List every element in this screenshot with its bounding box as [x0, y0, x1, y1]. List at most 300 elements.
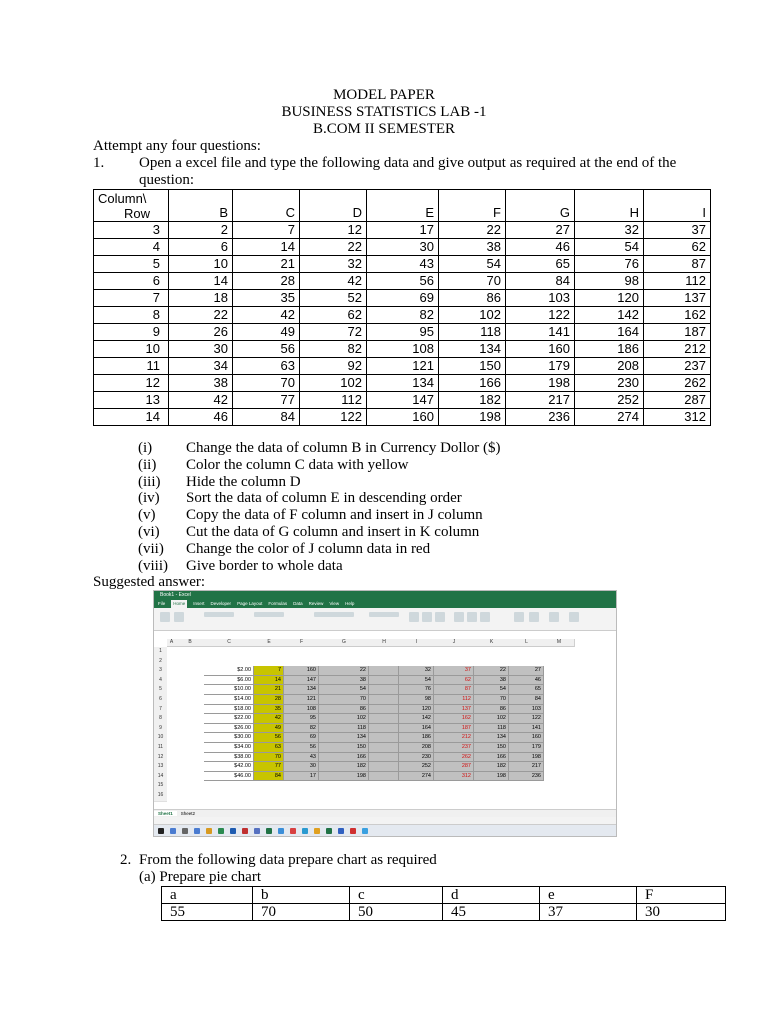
task-number: (i) — [138, 440, 153, 456]
task-number: (vi) — [138, 523, 160, 540]
q1-table-row — [94, 324, 711, 341]
excel-column-header: K — [474, 639, 510, 647]
q1-row-number: 5 — [94, 256, 169, 273]
excel-cell — [369, 762, 399, 772]
task-text: Give border to whole data — [186, 557, 343, 574]
q1-cell: 217 — [506, 392, 575, 409]
excel-cell: $46.00 — [204, 772, 254, 782]
q1-cell: 134 — [439, 341, 506, 358]
q1-cell: 112 — [644, 273, 711, 290]
excel-cell: 162 — [434, 714, 474, 724]
q1-cell: 22 — [300, 239, 367, 256]
excel-cell: 166 — [474, 753, 509, 763]
excel-cell: 186 — [399, 733, 434, 743]
q1-cell: 147 — [367, 392, 439, 409]
excel-cell — [369, 685, 399, 695]
q1-table-row — [94, 409, 711, 426]
excel-cell: 102 — [319, 714, 369, 724]
q1-cell: 198 — [439, 409, 506, 426]
q1-row-number: 11 — [94, 358, 169, 375]
q1-column-header: D — [300, 190, 367, 222]
excel-column-header: B — [176, 639, 205, 647]
excel-cell — [369, 724, 399, 734]
excel-cell: 35 — [254, 705, 284, 715]
excel-cell: 7 — [254, 666, 284, 676]
q1-cell: 230 — [575, 375, 644, 392]
q1-number: 1. — [93, 155, 105, 171]
excel-cell: 54 — [474, 685, 509, 695]
excel-cell: 112 — [434, 695, 474, 705]
excel-cell: 32 — [399, 666, 434, 676]
excel-cell — [369, 666, 399, 676]
q1-cell: 212 — [644, 341, 711, 358]
q2-pie-table — [161, 886, 726, 921]
q1-row-number: 9 — [94, 324, 169, 341]
q1-cell: 30 — [367, 239, 439, 256]
q1-cell: 141 — [506, 324, 575, 341]
excel-cell — [369, 676, 399, 686]
excel-ribbon — [154, 608, 616, 631]
excel-cell: 118 — [474, 724, 509, 734]
excel-cell: 84 — [509, 695, 544, 705]
q1-cell: 22 — [169, 307, 233, 324]
q1-column-header: G — [506, 190, 575, 222]
excel-row-number: 8 — [154, 714, 167, 725]
q1-task-item — [138, 440, 501, 457]
q1-cell: 62 — [300, 307, 367, 324]
q1-column-header: I — [644, 190, 711, 222]
q1-cell: 262 — [644, 375, 711, 392]
q1-task-item — [138, 524, 501, 541]
q1-cell: 42 — [169, 392, 233, 409]
excel-tab: Review — [308, 601, 324, 606]
q1-row-number: 10 — [94, 341, 169, 358]
q1-cell: 236 — [506, 409, 575, 426]
q1-corner-cell — [94, 190, 169, 222]
q1-cell: 252 — [575, 392, 644, 409]
q1-table-row — [94, 290, 711, 307]
excel-cell: 95 — [284, 714, 319, 724]
q1-table-row — [94, 239, 711, 256]
q1-cell: 34 — [169, 358, 233, 375]
excel-cell: 164 — [399, 724, 434, 734]
q1-cell: 38 — [439, 239, 506, 256]
q1-cell: 37 — [644, 222, 711, 239]
excel-tab: View — [329, 601, 340, 606]
excel-sheet-tab: Sheet2 — [180, 811, 196, 816]
excel-cell: 217 — [509, 762, 544, 772]
excel-cell: 70 — [254, 753, 284, 763]
q1-task-item — [138, 507, 501, 524]
q1-row-number: 4 — [94, 239, 169, 256]
task-number: (v) — [138, 507, 156, 524]
excel-column-header: G — [319, 639, 370, 647]
q1-cell: 49 — [233, 324, 300, 341]
q1-cell: 12 — [300, 222, 367, 239]
q1-cell: 6 — [169, 239, 233, 256]
q1-cell: 103 — [506, 290, 575, 307]
excel-grid — [154, 639, 616, 809]
task-text: Change the color of J column data in red — [186, 540, 431, 557]
excel-tab: Developer — [210, 601, 232, 606]
excel-cell: 30 — [284, 762, 319, 772]
q1-cell: 77 — [233, 392, 300, 409]
q1-table-row — [94, 256, 711, 273]
excel-cell: 198 — [474, 772, 509, 782]
q1-task-item — [138, 541, 501, 558]
excel-cell: $42.00 — [204, 762, 254, 772]
excel-cell: 108 — [284, 705, 319, 715]
excel-cell: 102 — [474, 714, 509, 724]
excel-cell — [369, 743, 399, 753]
excel-column-header: C — [204, 639, 255, 647]
header-title: MODEL PAPER — [333, 87, 435, 103]
q1-cell: 121 — [367, 358, 439, 375]
q1-cell: 72 — [300, 324, 367, 341]
q1-header-row — [94, 190, 711, 222]
excel-cell: $6.00 — [204, 676, 254, 686]
excel-cell: 17 — [284, 772, 319, 782]
task-number: (viii) — [138, 557, 168, 574]
q1-cell: 86 — [439, 290, 506, 307]
q1-table-row — [94, 358, 711, 375]
q1-cell: 186 — [575, 341, 644, 358]
excel-row-number: 16 — [154, 791, 167, 802]
excel-cell: 160 — [509, 733, 544, 743]
excel-cell: 166 — [319, 753, 369, 763]
q2-text: From the following data prepare chart as required — [139, 852, 437, 868]
q2-part-a: (a) Prepare pie chart — [139, 869, 262, 885]
excel-cell: 69 — [284, 733, 319, 743]
excel-cell: 150 — [474, 743, 509, 753]
excel-cell — [369, 753, 399, 763]
excel-cell: 70 — [319, 695, 369, 705]
excel-cell: 86 — [474, 705, 509, 715]
excel-cell: 87 — [434, 685, 474, 695]
excel-cell: 54 — [399, 676, 434, 686]
excel-cell: 230 — [399, 753, 434, 763]
excel-cell — [369, 772, 399, 782]
excel-row-number: 12 — [154, 753, 167, 764]
q1-cell: 150 — [439, 358, 506, 375]
q1-cell: 237 — [644, 358, 711, 375]
q1-row-number: 6 — [94, 273, 169, 290]
q1-cell: 160 — [506, 341, 575, 358]
excel-tab: File — [158, 601, 166, 606]
excel-cell: 49 — [254, 724, 284, 734]
task-text: Hide the column D — [186, 473, 301, 490]
corner-column-label: Column\ — [98, 191, 147, 206]
excel-row-number: 14 — [154, 772, 167, 783]
excel-cell: 37 — [434, 666, 474, 676]
excel-cell: 134 — [284, 685, 319, 695]
excel-cell: 27 — [509, 666, 544, 676]
q1-cell: 30 — [169, 341, 233, 358]
pie-label-row — [162, 887, 726, 904]
excel-cell: 65 — [509, 685, 544, 695]
pie-value-row — [162, 904, 726, 921]
excel-cell: 43 — [284, 753, 319, 763]
excel-row-number: 10 — [154, 733, 167, 744]
q1-cell: 7 — [233, 222, 300, 239]
q1-cell: 82 — [300, 341, 367, 358]
q1-table-row — [94, 375, 711, 392]
q1-cell: 28 — [233, 273, 300, 290]
q1-cell: 95 — [367, 324, 439, 341]
excel-tab: Formulas — [268, 601, 288, 606]
windows-taskbar — [154, 824, 616, 837]
excel-cell: 187 — [434, 724, 474, 734]
q1-column-header: B — [169, 190, 233, 222]
pie-value-cell: 37 — [540, 904, 637, 921]
excel-cell: 237 — [434, 743, 474, 753]
excel-cell: 84 — [254, 772, 284, 782]
header-semester: B.COM II SEMESTER — [312, 121, 456, 137]
q1-cell: 120 — [575, 290, 644, 307]
excel-cell: 137 — [434, 705, 474, 715]
excel-row-number: 9 — [154, 724, 167, 735]
q1-row-number: 12 — [94, 375, 169, 392]
q1-cell: 27 — [506, 222, 575, 239]
excel-cell — [369, 714, 399, 724]
excel-cell: $26.00 — [204, 724, 254, 734]
excel-column-header: A — [167, 639, 177, 647]
q1-cell: 84 — [233, 409, 300, 426]
excel-cell: 134 — [474, 733, 509, 743]
task-number: (ii) — [138, 456, 157, 473]
excel-cell: 46 — [509, 676, 544, 686]
q1-cell: 2 — [169, 222, 233, 239]
excel-cell: 262 — [434, 753, 474, 763]
q1-data-table — [93, 189, 711, 426]
q1-cell: 164 — [575, 324, 644, 341]
corner-row-label: Row — [124, 206, 151, 221]
q1-cell: 198 — [506, 375, 575, 392]
q1-cell: 166 — [439, 375, 506, 392]
excel-cell: $34.00 — [204, 743, 254, 753]
excel-cell: 141 — [509, 724, 544, 734]
excel-tab: Help — [345, 601, 355, 606]
task-number: (vii) — [138, 540, 164, 557]
excel-column-header: I — [399, 639, 435, 647]
excel-cell: $18.00 — [204, 705, 254, 715]
q1-cell: 70 — [439, 273, 506, 290]
excel-cell: $2.00 — [204, 666, 254, 676]
excel-cell: 63 — [254, 743, 284, 753]
excel-row-number: 3 — [154, 666, 167, 677]
q1-cell: 14 — [169, 273, 233, 290]
excel-cell: 208 — [399, 743, 434, 753]
excel-cell: $10.00 — [204, 685, 254, 695]
pie-value-cell: 45 — [443, 904, 540, 921]
q1-task-list — [138, 440, 501, 574]
excel-cell: 150 — [319, 743, 369, 753]
q1-cell: 76 — [575, 256, 644, 273]
q1-task-item — [138, 457, 501, 474]
q1-cell: 14 — [233, 239, 300, 256]
task-text: Cut the data of G column and insert in K column — [186, 523, 480, 540]
excel-row-number: 7 — [154, 705, 167, 716]
q1-cell: 208 — [575, 358, 644, 375]
excel-cell — [369, 705, 399, 715]
excel-title-bar: Book1 - Excel — [154, 591, 616, 600]
excel-cell: 182 — [474, 762, 509, 772]
excel-cell: 287 — [434, 762, 474, 772]
pie-label-cell: c — [350, 887, 443, 904]
excel-status-bar — [154, 817, 616, 824]
excel-cell: 54 — [319, 685, 369, 695]
pie-label-cell: b — [253, 887, 350, 904]
excel-row-number: 15 — [154, 781, 167, 792]
q1-cell: 142 — [575, 307, 644, 324]
q1-row-number: 7 — [94, 290, 169, 307]
excel-row-number: 4 — [154, 676, 167, 687]
q1-column-header: E — [367, 190, 439, 222]
q1-cell: 56 — [233, 341, 300, 358]
excel-cell: 77 — [254, 762, 284, 772]
excel-cell: $14.00 — [204, 695, 254, 705]
q1-cell: 52 — [300, 290, 367, 307]
q1-cell: 62 — [644, 239, 711, 256]
q1-cell: 274 — [575, 409, 644, 426]
q1-cell: 42 — [233, 307, 300, 324]
q1-cell: 162 — [644, 307, 711, 324]
q1-cell: 187 — [644, 324, 711, 341]
q1-column-header: F — [439, 190, 506, 222]
excel-cell — [369, 695, 399, 705]
q1-row-number: 14 — [94, 409, 169, 426]
excel-cell: 76 — [399, 685, 434, 695]
q1-table-row — [94, 222, 711, 239]
q1-cell: 122 — [506, 307, 575, 324]
q1-cell: 312 — [644, 409, 711, 426]
excel-tab: Data — [293, 601, 303, 606]
q1-cell: 70 — [233, 375, 300, 392]
excel-cell: 62 — [434, 676, 474, 686]
paper-header — [0, 87, 768, 138]
q1-cell: 84 — [506, 273, 575, 290]
pie-value-cell: 30 — [637, 904, 726, 921]
q1-table-row — [94, 341, 711, 358]
q1-row-number: 13 — [94, 392, 169, 409]
q1-cell: 43 — [367, 256, 439, 273]
q1-cell: 160 — [367, 409, 439, 426]
q1-cell: 18 — [169, 290, 233, 307]
task-text: Copy the data of F column and insert in J column — [186, 507, 483, 524]
task-text: Sort the data of column E in descending order — [186, 490, 462, 507]
pie-label-cell: F — [637, 887, 726, 904]
excel-column-header: E — [254, 639, 285, 647]
excel-cell: 182 — [319, 762, 369, 772]
q1-cell: 118 — [439, 324, 506, 341]
excel-cell — [369, 733, 399, 743]
q1-cell: 287 — [644, 392, 711, 409]
q2-number: 2. — [120, 852, 132, 868]
excel-cell: 160 — [284, 666, 319, 676]
q1-cell: 54 — [439, 256, 506, 273]
q1-cell: 54 — [575, 239, 644, 256]
excel-cell: 198 — [509, 753, 544, 763]
q1-cell: 134 — [367, 375, 439, 392]
q1-cell: 102 — [439, 307, 506, 324]
q1-cell: 108 — [367, 341, 439, 358]
excel-column-header: J — [434, 639, 475, 647]
excel-cell: 198 — [319, 772, 369, 782]
excel-cell: 82 — [284, 724, 319, 734]
q1-column-header: C — [233, 190, 300, 222]
excel-cell: $30.00 — [204, 733, 254, 743]
excel-cell: 86 — [319, 705, 369, 715]
excel-cell: 56 — [284, 743, 319, 753]
excel-column-header: F — [284, 639, 320, 647]
excel-cell: 42 — [254, 714, 284, 724]
q1-cell: 102 — [300, 375, 367, 392]
q1-cell: 46 — [169, 409, 233, 426]
excel-cell: $22.00 — [204, 714, 254, 724]
excel-cell: 98 — [399, 695, 434, 705]
excel-cell: 179 — [509, 743, 544, 753]
q1-cell: 35 — [233, 290, 300, 307]
instruction: Attempt any four questions: — [93, 138, 261, 154]
q1-cell: 112 — [300, 392, 367, 409]
suggested-answer-label: Suggested answer: — [93, 574, 206, 590]
q1-cell: 42 — [300, 273, 367, 290]
q1-task-item — [138, 558, 501, 575]
excel-cell: 14 — [254, 676, 284, 686]
excel-screenshot — [153, 590, 617, 837]
excel-row-number: 13 — [154, 762, 167, 773]
pie-value-cell: 50 — [350, 904, 443, 921]
q1-cell: 92 — [300, 358, 367, 375]
q1-table-row — [94, 307, 711, 324]
task-number: (iii) — [138, 473, 161, 490]
excel-column-header: M — [544, 639, 575, 647]
excel-cell: 21 — [254, 685, 284, 695]
q1-cell: 69 — [367, 290, 439, 307]
q1-cell: 122 — [300, 409, 367, 426]
q1-cell: 137 — [644, 290, 711, 307]
excel-cell: 22 — [474, 666, 509, 676]
pie-label-cell: a — [162, 887, 253, 904]
excel-cell: 38 — [319, 676, 369, 686]
q1-cell: 21 — [233, 256, 300, 273]
q1-cell: 46 — [506, 239, 575, 256]
excel-cell: 22 — [319, 666, 369, 676]
excel-cell: 28 — [254, 695, 284, 705]
excel-cell: $38.00 — [204, 753, 254, 763]
excel-cell: 312 — [434, 772, 474, 782]
excel-cell: 38 — [474, 676, 509, 686]
excel-cell: 134 — [319, 733, 369, 743]
excel-cell: 252 — [399, 762, 434, 772]
excel-cell: 212 — [434, 733, 474, 743]
q1-table-row — [94, 392, 711, 409]
q1-cell: 98 — [575, 273, 644, 290]
q1-cell: 22 — [439, 222, 506, 239]
q1-cell: 179 — [506, 358, 575, 375]
q1-cell: 32 — [575, 222, 644, 239]
excel-tab: Page Layout — [237, 601, 263, 606]
task-number: (iv) — [138, 490, 160, 507]
pie-label-cell: e — [540, 887, 637, 904]
q1-cell: 38 — [169, 375, 233, 392]
task-text: Change the data of column B in Currency Dollor ($) — [186, 440, 501, 456]
q1-task-item — [138, 490, 501, 507]
pie-label-cell: d — [443, 887, 540, 904]
excel-tab: Insert — [193, 601, 205, 606]
q1-cell: 26 — [169, 324, 233, 341]
excel-row-number: 2 — [154, 657, 167, 668]
